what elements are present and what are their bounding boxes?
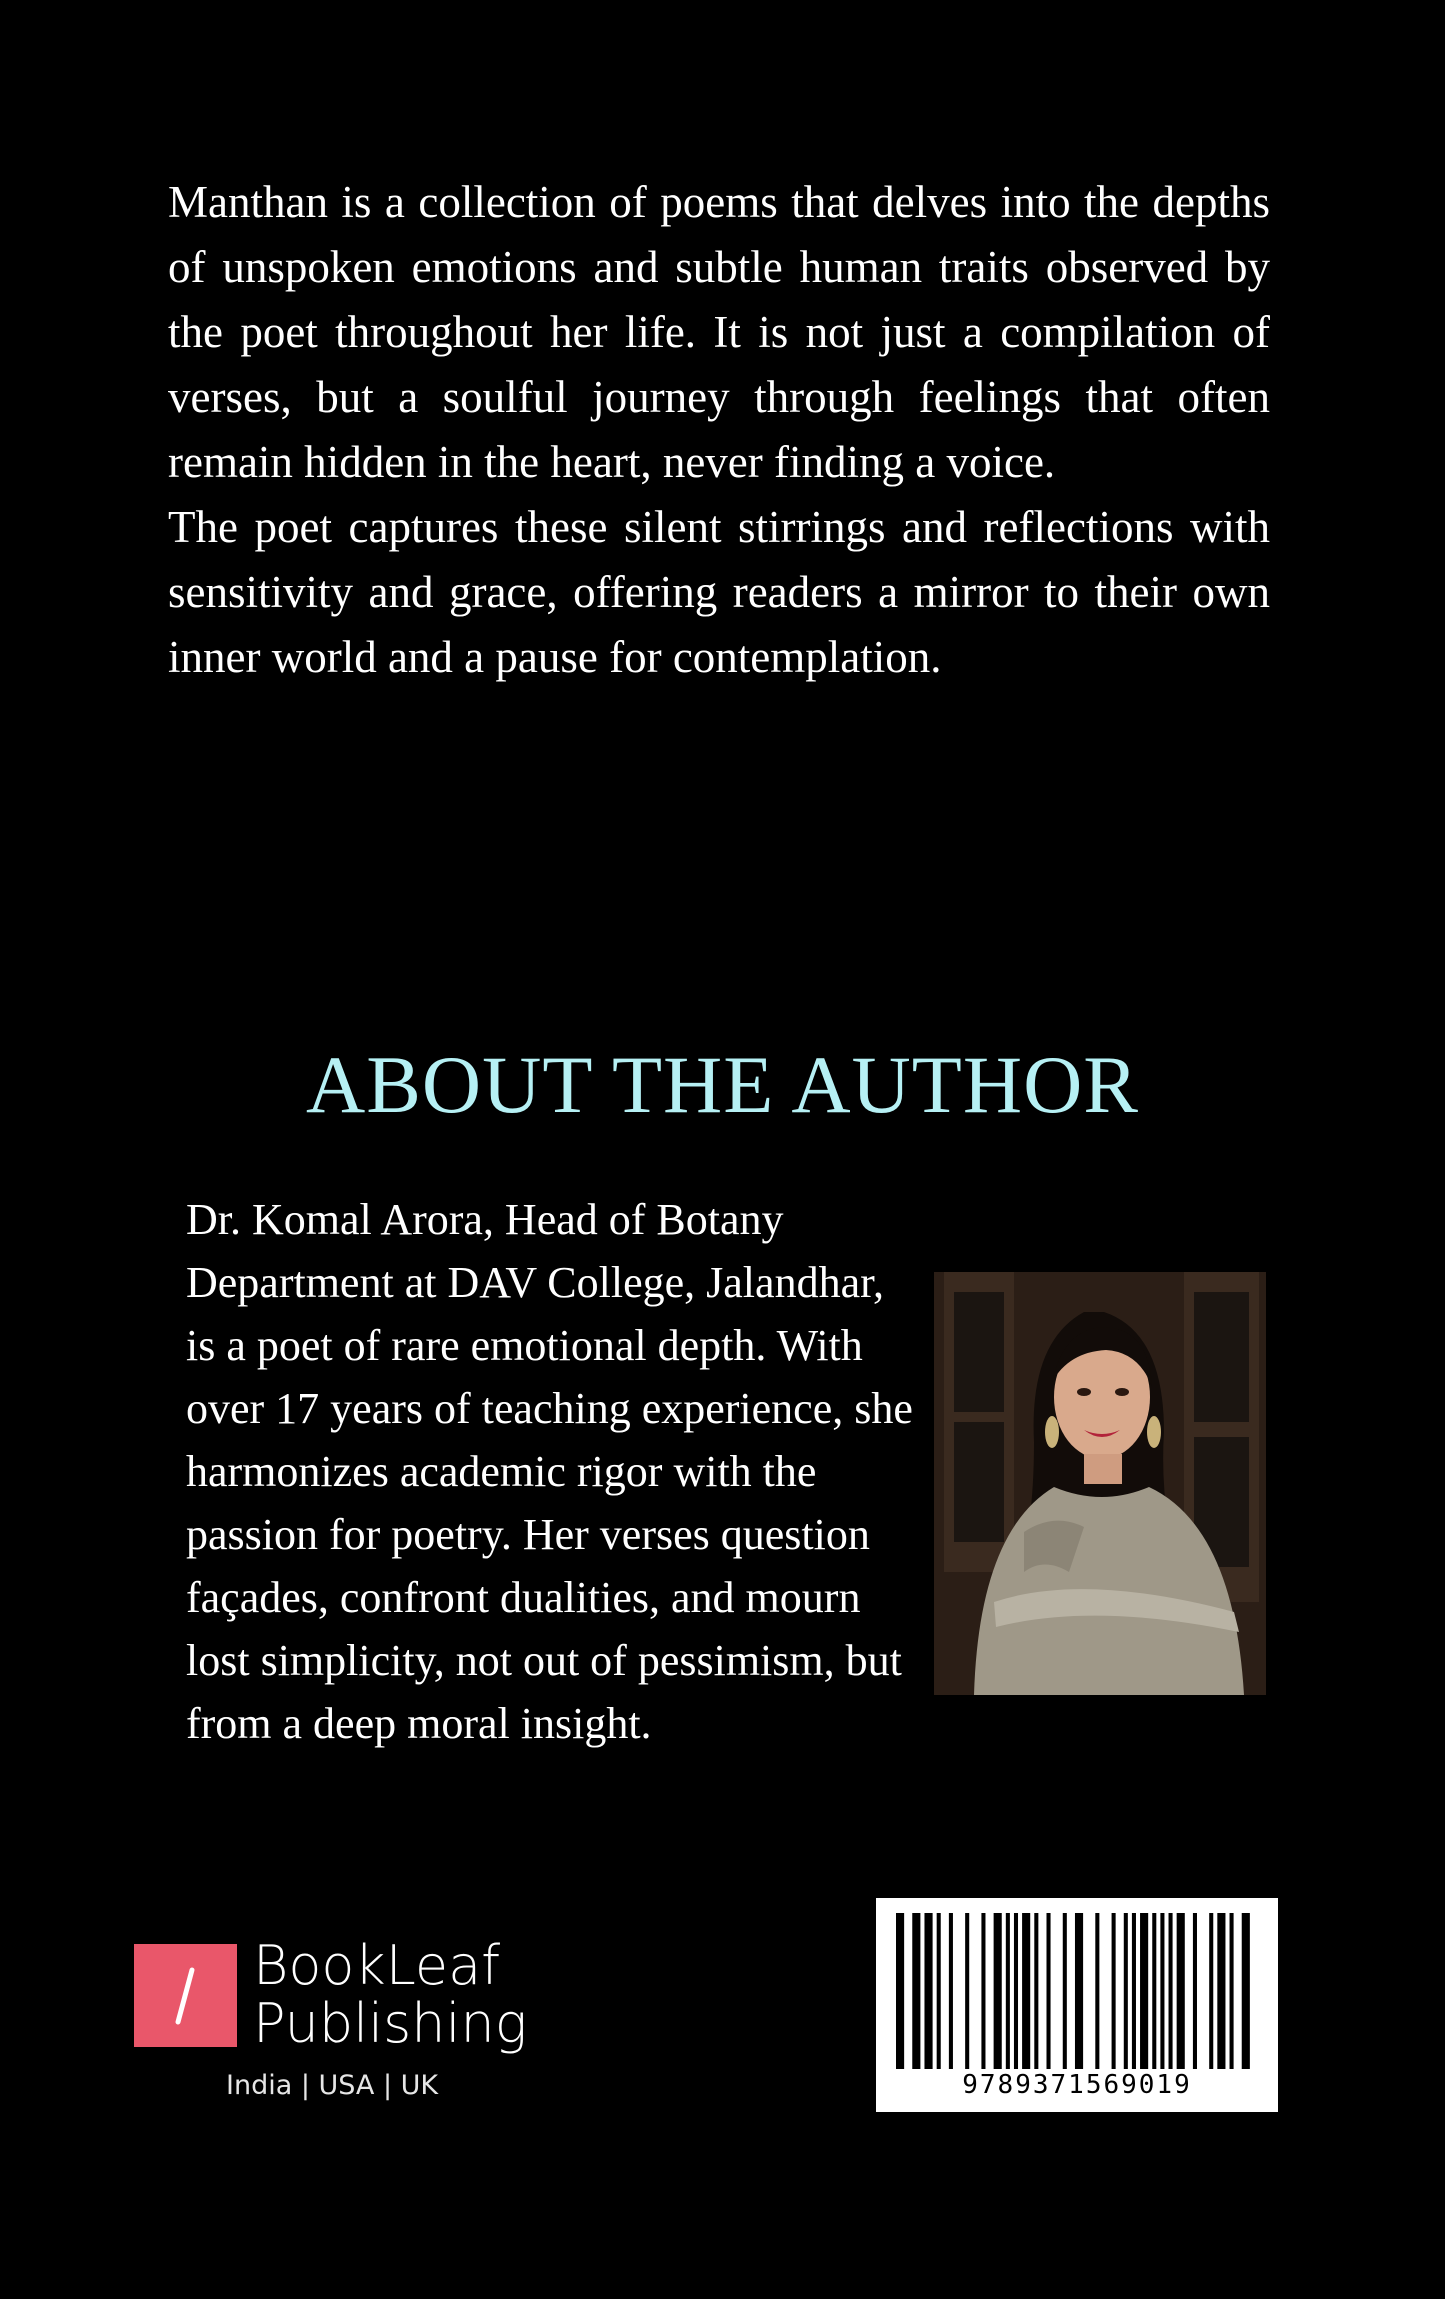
barcode-bar [1242, 1913, 1250, 2069]
blurb-paragraph-2: The poet captures these silent stirrings and reflections with sensitivity and grace, offering readers a mirror to their own inner world and a pause for contemplation. [168, 502, 1270, 682]
barcode-bar [1193, 1913, 1197, 2069]
barcode-bar [1209, 1913, 1213, 2069]
blurb-paragraph-1: Manthan is a collection of poems that delves into the depths of unspoken emotions and subtle human traits observed by the poet throughout her life. It is not just a compilation of verses, but a soulful journey through feelings that often remain hidden in the heart, never finding a voice. [168, 177, 1270, 487]
author-bio: Dr. Komal Arora, Head of Botany Department at DAV College, Jalandhar, is a poet of rare emotional depth. With over 17 years of teaching experience, she harmonizes academic rigor with the passion for poetry. Her verses question façades, confront dualities, and mourn lost simplicity, not out of pessimism, but from a deep moral insight. [186, 1195, 913, 1748]
barcode-bar [1014, 1913, 1018, 2069]
book-blurb [168, 170, 1270, 690]
barcode-bar [1034, 1913, 1038, 2069]
publisher-name-line-2: Publishing [253, 1992, 528, 2055]
barcode-bar [937, 1913, 941, 2069]
isbn-barcode [876, 1898, 1278, 2112]
barcode-bar [1112, 1913, 1116, 2069]
about-author-heading: ABOUT THE AUTHOR [306, 1039, 1139, 1130]
author-portrait-icon [934, 1272, 1266, 1695]
barcode-bar [965, 1913, 969, 2069]
isbn-barcode-icon [896, 1913, 1258, 2069]
barcode-bar [1169, 1913, 1173, 2069]
barcode-bar [1160, 1913, 1164, 2069]
bookleaf-logo-icon [134, 1944, 237, 2047]
publisher-regions: India | USA | UK [226, 2070, 439, 2101]
barcode-bar [1177, 1913, 1185, 2069]
barcode-bar [912, 1913, 920, 2069]
barcode-bar [1095, 1913, 1099, 2069]
publisher-logo [134, 1934, 554, 2110]
publisher-name-line-1: BookLeaf [253, 1934, 501, 1997]
barcode-bar [896, 1913, 904, 2069]
barcode-bar [1140, 1913, 1148, 2069]
barcode-bar [981, 1913, 985, 2069]
barcode-bar [994, 1913, 1002, 2069]
barcode-bar [1217, 1913, 1225, 2069]
barcode-bar [924, 1913, 932, 2069]
barcode-bar [1022, 1913, 1030, 2069]
author-photo [934, 1272, 1266, 1695]
slash-icon [134, 1944, 237, 2047]
barcode-bar [1006, 1913, 1010, 2069]
barcode-bar [1063, 1913, 1067, 2069]
barcode-bar [949, 1913, 953, 2069]
barcode-bar [1230, 1913, 1234, 2069]
barcode-bar [1046, 1913, 1050, 2069]
barcode-bar [1075, 1913, 1083, 2069]
barcode-bar [1152, 1913, 1156, 2069]
barcode-bar [1132, 1913, 1136, 2069]
barcode-bar [1124, 1913, 1128, 2069]
isbn-number: 9789371569019 [962, 2070, 1192, 2100]
